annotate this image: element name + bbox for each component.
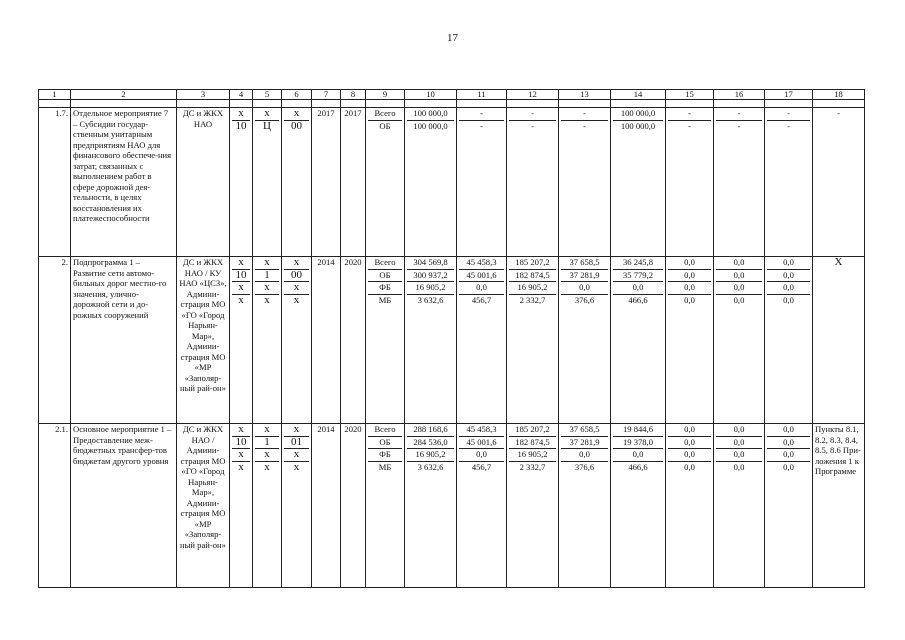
column-header: 6 xyxy=(282,90,312,100)
table-cell xyxy=(282,257,312,424)
table-cell xyxy=(39,257,71,424)
sub-value: 36 245,8 xyxy=(613,257,663,270)
sub-value: 0,0 xyxy=(767,424,810,437)
table-cell xyxy=(666,424,714,588)
page-number: 17 xyxy=(447,32,458,44)
table-cell xyxy=(507,108,559,257)
table-cell xyxy=(559,424,611,588)
sub-value: 0,0 xyxy=(783,461,794,472)
table-row xyxy=(39,257,865,424)
cell-text: 1.7. xyxy=(55,108,68,118)
sub-value: 45 001,6 xyxy=(459,437,504,450)
spacer-cell xyxy=(341,100,366,108)
sub-value: 2 332,7 xyxy=(519,294,546,305)
sub-value: 37 281,9 xyxy=(561,270,608,283)
table-cell xyxy=(282,424,312,588)
table-cell xyxy=(813,257,865,424)
spacer-cell xyxy=(230,100,253,108)
table-cell xyxy=(611,424,666,588)
sub-value: 0,0 xyxy=(733,461,745,472)
spacer-cell xyxy=(405,100,457,108)
table-cell xyxy=(177,424,230,588)
sub-value: х xyxy=(238,294,244,306)
sub-value: 100 000,0 xyxy=(613,108,663,121)
table-cell xyxy=(341,108,366,257)
sub-value: 300 937,2 xyxy=(407,270,454,283)
column-header: 12 xyxy=(507,90,559,100)
spacer-cell xyxy=(39,100,71,108)
cell-text: Подпрограмма 1 – Развитие сети автомо-бильных дорог местно-го значения, улично-дорожной сети и до-рожных сооружений xyxy=(73,257,167,320)
sub-value: х xyxy=(255,449,279,462)
sub-value: 0,0 xyxy=(561,282,608,295)
spacer-cell xyxy=(366,100,405,108)
sub-value: 37 658,5 xyxy=(561,424,608,437)
sub-value: х xyxy=(232,257,250,270)
table-cell xyxy=(253,257,282,424)
table-cell xyxy=(39,424,71,588)
sub-value: х xyxy=(284,282,309,295)
table-cell xyxy=(714,257,765,424)
table-cell xyxy=(611,108,666,257)
sub-value: х xyxy=(255,282,279,295)
sub-value: - xyxy=(509,108,556,121)
table-cell xyxy=(341,257,366,424)
table-cell xyxy=(282,108,312,257)
sub-value: 3 632,6 xyxy=(417,294,444,305)
sub-value: 0,0 xyxy=(783,294,794,305)
sub-value: 0,0 xyxy=(668,424,711,437)
sub-value: 0,0 xyxy=(716,270,762,283)
sub-value: х xyxy=(264,294,270,306)
sub-value: х xyxy=(232,108,250,121)
sub-value: - xyxy=(561,108,608,121)
cell-text: ДС и ЖКХ НАО / КУ НАО «ЦСЗ», Админи-страция МО «ГО «Город Нарьян-Мар», Админи-страция МО «МР «Заполяр-ный рай-он» xyxy=(179,257,227,393)
sub-value: 466,6 xyxy=(628,294,648,305)
sub-value: 0,0 xyxy=(459,449,504,462)
sub-value: 0,0 xyxy=(668,449,711,462)
sub-value: ФБ xyxy=(368,282,402,295)
budget-table xyxy=(38,89,865,588)
table-row xyxy=(39,108,865,257)
table-cell xyxy=(457,424,507,588)
table-cell xyxy=(765,108,813,257)
sub-value: МБ xyxy=(378,294,392,305)
sub-value: 182 874,5 xyxy=(509,437,556,450)
sub-value: 0,0 xyxy=(767,437,810,450)
column-header: 13 xyxy=(559,90,611,100)
table-cell xyxy=(559,108,611,257)
sub-value: 35 779,2 xyxy=(613,270,663,283)
table-cell xyxy=(71,424,177,588)
sub-value: 16 905,2 xyxy=(407,449,454,462)
table-cell xyxy=(813,424,865,588)
sub-value: ФБ xyxy=(368,449,402,462)
column-header: 2 xyxy=(71,90,177,100)
sub-value: ОБ xyxy=(368,270,402,283)
sub-value: 456,7 xyxy=(471,461,492,472)
spacer-row xyxy=(39,100,865,108)
sub-value: 10 xyxy=(232,270,250,283)
sub-value: 0,0 xyxy=(668,437,711,450)
sub-value: х xyxy=(232,282,250,295)
sub-value: 100 000,0 xyxy=(620,120,656,131)
spacer-cell xyxy=(559,100,611,108)
column-header: 7 xyxy=(312,90,341,100)
table-cell xyxy=(177,108,230,257)
sub-value: 16 905,2 xyxy=(407,282,454,295)
sub-value: 01 xyxy=(284,437,309,450)
sub-value: 0,0 xyxy=(733,294,745,305)
sub-value: 100 000,0 xyxy=(407,108,454,121)
sub-value: 376,6 xyxy=(574,294,595,305)
sub-value: - xyxy=(688,120,691,131)
sub-value: 376,6 xyxy=(574,461,595,472)
table-cell xyxy=(253,424,282,588)
table-cell xyxy=(666,257,714,424)
sub-value: 304 569,8 xyxy=(407,257,454,270)
table-cell xyxy=(253,108,282,257)
sub-value: Ц xyxy=(263,120,271,132)
header-row xyxy=(39,90,865,100)
table-cell xyxy=(230,257,253,424)
table-cell xyxy=(405,108,457,257)
sub-value: 1 xyxy=(255,437,279,450)
table-cell xyxy=(366,257,405,424)
sub-value: 0,0 xyxy=(668,282,711,295)
sub-value: х xyxy=(255,424,279,437)
sub-value: х xyxy=(293,294,300,306)
cell-text: Основное мероприятие 1 – Предоставление меж-бюджетных трансфер-тов бюджетам другого уровня xyxy=(73,424,172,466)
table-cell xyxy=(177,257,230,424)
sub-value: 0,0 xyxy=(716,257,762,270)
column-header: 17 xyxy=(765,90,813,100)
sub-value: 456,7 xyxy=(471,294,492,305)
sub-value: МБ xyxy=(378,461,392,472)
sub-value: 45 458,3 xyxy=(459,424,504,437)
sub-value: 37 281,9 xyxy=(561,437,608,450)
column-header: 14 xyxy=(611,90,666,100)
sub-value: 0,0 xyxy=(684,461,695,472)
cell-text: 2014 xyxy=(317,424,335,434)
table-cell xyxy=(230,108,253,257)
sub-value: 288 168,6 xyxy=(407,424,454,437)
table-cell xyxy=(405,424,457,588)
sub-value: ОБ xyxy=(368,437,402,450)
spacer-cell xyxy=(253,100,282,108)
table-cell xyxy=(312,108,341,257)
column-header: 15 xyxy=(666,90,714,100)
column-header: 5 xyxy=(253,90,282,100)
sub-value: 284 536,0 xyxy=(407,437,454,450)
spacer-cell xyxy=(813,100,865,108)
sub-value: 0,0 xyxy=(767,270,810,283)
sub-value: 0,0 xyxy=(668,257,711,270)
sub-value: х xyxy=(284,257,309,270)
spacer-cell xyxy=(312,100,341,108)
sub-value: - xyxy=(531,120,534,131)
sub-value: - xyxy=(583,120,586,131)
cell-text: ДС и ЖКХ НАО / Админи-страция МО «ГО «Город Нарьян-Мар», Админи-страция МО «МР «Заполяр-ный рай-он» xyxy=(180,424,226,550)
sub-value: 45 458,3 xyxy=(459,257,504,270)
table-cell xyxy=(765,257,813,424)
column-header: 4 xyxy=(230,90,253,100)
sub-value: - xyxy=(668,108,711,121)
sub-value: 16 905,2 xyxy=(509,449,556,462)
sub-value: х xyxy=(232,449,250,462)
table-cell xyxy=(405,257,457,424)
column-header: 18 xyxy=(813,90,865,100)
sub-value: 0,0 xyxy=(716,437,762,450)
spacer-cell xyxy=(71,100,177,108)
table-cell xyxy=(366,108,405,257)
sub-value: 0,0 xyxy=(767,282,810,295)
sub-value: 0,0 xyxy=(767,257,810,270)
sub-value: 0,0 xyxy=(716,424,762,437)
sub-value: - xyxy=(459,108,504,121)
sub-value: 00 xyxy=(291,120,302,132)
table-cell xyxy=(765,424,813,588)
sub-value: 0,0 xyxy=(668,270,711,283)
sub-value: 185 207,2 xyxy=(509,424,556,437)
spacer-cell xyxy=(666,100,714,108)
cell-text: ДС и ЖКХ НАО xyxy=(182,108,224,129)
column-header: 3 xyxy=(177,90,230,100)
sub-value: х xyxy=(238,461,244,473)
sub-value: х xyxy=(284,424,309,437)
sub-value: 182 874,5 xyxy=(509,270,556,283)
cell-text: 2017 xyxy=(317,108,335,118)
cell-text: Х xyxy=(834,256,843,268)
column-header: 1 xyxy=(39,90,71,100)
sub-value: 0,0 xyxy=(767,449,810,462)
spacer-cell xyxy=(714,100,765,108)
sub-value: 0,0 xyxy=(716,449,762,462)
column-header: 10 xyxy=(405,90,457,100)
table-cell xyxy=(71,108,177,257)
sub-value: х xyxy=(255,257,279,270)
sub-value: х xyxy=(232,424,250,437)
table-cell xyxy=(71,257,177,424)
sub-value: ОБ xyxy=(379,120,391,131)
sub-value: Всего xyxy=(368,108,402,121)
spacer-cell xyxy=(611,100,666,108)
spacer-cell xyxy=(457,100,507,108)
cell-text: Пункты 8.1, 8.2, 8.3, 8.4, 8.5, 8.6 При-ложения 1 к Программе xyxy=(815,424,861,476)
table-cell xyxy=(507,424,559,588)
sub-value: 10 xyxy=(235,120,247,132)
spacer-cell xyxy=(507,100,559,108)
spacer-cell xyxy=(282,100,312,108)
sub-value: - xyxy=(767,108,810,121)
sub-value: 0,0 xyxy=(459,282,504,295)
table-cell xyxy=(366,424,405,588)
cell-text: 2017 xyxy=(344,108,362,118)
table-cell xyxy=(457,108,507,257)
sub-value: 0,0 xyxy=(716,282,762,295)
column-header: 8 xyxy=(341,90,366,100)
cell-text: 2020 xyxy=(344,257,362,267)
sub-value: 37 658,5 xyxy=(561,257,608,270)
sub-value: 1 xyxy=(255,270,279,283)
sub-value: 16 905,2 xyxy=(509,282,556,295)
cell-text: - xyxy=(837,108,840,118)
sub-value: 466,6 xyxy=(628,461,648,472)
cell-text: 2014 xyxy=(317,257,335,267)
table-cell xyxy=(230,424,253,588)
sub-value: 00 xyxy=(284,270,309,283)
cell-text: 2.1. xyxy=(55,424,68,434)
sub-value: х xyxy=(284,108,309,121)
table-cell xyxy=(611,257,666,424)
table-cell xyxy=(341,424,366,588)
table-cell xyxy=(559,257,611,424)
sub-value: Всего xyxy=(368,424,402,437)
cell-text: 2. xyxy=(61,257,68,267)
sub-value: 0,0 xyxy=(613,282,663,295)
cell-text: 2020 xyxy=(344,424,362,434)
table-cell xyxy=(457,257,507,424)
sub-value: 0,0 xyxy=(561,449,608,462)
cell-text: Отдельное мероприятие 7 – Субсидии государ-ственным унитарным предприятиям НАО для финансового обеспече-ния затрат, связанных с выполнением работ в сфере дорожной дея-тельности, в целях восстановления их платежеспособности xyxy=(73,108,172,223)
table-cell xyxy=(312,424,341,588)
sub-value: х xyxy=(284,449,309,462)
sub-value: Всего xyxy=(368,257,402,270)
table-cell xyxy=(39,108,71,257)
spacer-cell xyxy=(765,100,813,108)
sub-value: 3 632,6 xyxy=(417,461,444,472)
sub-value: 2 332,7 xyxy=(519,461,546,472)
sub-value: - xyxy=(737,120,741,131)
sub-value: 0,0 xyxy=(684,294,695,305)
table-cell xyxy=(666,108,714,257)
spacer-cell xyxy=(177,100,230,108)
sub-value: - xyxy=(787,120,790,131)
sub-value: х xyxy=(293,461,300,473)
sub-value: х xyxy=(255,108,279,121)
column-header: 11 xyxy=(457,90,507,100)
table-row xyxy=(39,424,865,588)
sub-value: 19 844,6 xyxy=(613,424,663,437)
sub-value: 185 207,2 xyxy=(509,257,556,270)
sub-value: 19 378,0 xyxy=(613,437,663,450)
sub-value: - xyxy=(480,120,483,131)
table-cell xyxy=(507,257,559,424)
sub-value: 0,0 xyxy=(613,449,663,462)
sub-value: 45 001,6 xyxy=(459,270,504,283)
table-cell xyxy=(813,108,865,257)
table-cell xyxy=(312,257,341,424)
column-header: 16 xyxy=(714,90,765,100)
column-header: 9 xyxy=(366,90,405,100)
table-cell xyxy=(714,108,765,257)
sub-value: х xyxy=(264,461,270,473)
sub-value: - xyxy=(716,108,762,121)
sub-value: 100 000,0 xyxy=(413,120,448,131)
sub-value: 10 xyxy=(232,437,250,450)
table-cell xyxy=(714,424,765,588)
